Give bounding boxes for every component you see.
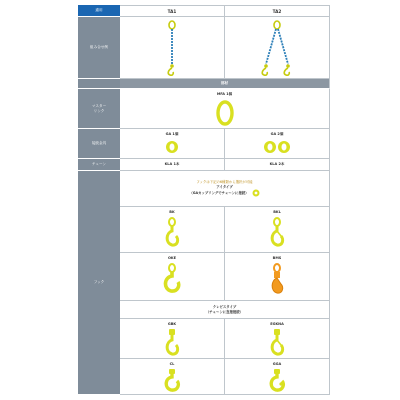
hook-bkl-name: BKL — [273, 210, 281, 214]
coupling-small-icon — [252, 189, 260, 197]
chain-text: チェーン — [91, 162, 107, 167]
connector-label — [78, 129, 120, 159]
cl-hook-image — [162, 368, 182, 392]
connector-ta1-part: GA 1個 — [165, 132, 179, 136]
clevis-type-cell — [120, 301, 330, 319]
master-link-label — [78, 89, 120, 129]
usage-header — [78, 5, 120, 17]
two-leg-sling-image — [260, 20, 294, 76]
hook-oke-name: OKE — [167, 256, 177, 260]
hook-gbk-name: GBK — [167, 322, 177, 326]
parts-left-spacer — [78, 79, 120, 89]
hook-bms-name: BMS — [272, 256, 282, 260]
eye-type-title: アイタイプ — [216, 184, 233, 189]
column-header-ta2-label: TA2 — [272, 8, 282, 14]
bk-hook-image — [164, 217, 180, 247]
gbk-hook-image — [164, 328, 180, 356]
clevis-type-subtitle: （チェーンに直接接続） — [205, 309, 244, 314]
hook-label — [78, 171, 120, 395]
connector-ta2-cell — [225, 129, 330, 159]
eye-type-cell — [120, 171, 330, 207]
hook-gbk-cell — [120, 319, 225, 359]
connector-ta1-cell — [120, 129, 225, 159]
hook-bms-cell — [225, 253, 330, 301]
bkl-hook-image — [269, 217, 285, 247]
connector-ta2-part: GA 2個 — [270, 132, 284, 136]
parts-header — [120, 79, 330, 89]
combo-ta2-cell — [225, 17, 330, 79]
chain-ta2-cell — [225, 159, 330, 171]
hook-gga-name: GGA — [272, 362, 282, 366]
hook-egkna-name: EGKNA — [270, 322, 284, 326]
column-header-ta1-label: TA1 — [167, 8, 177, 14]
hook-bk-name: BK — [169, 210, 175, 214]
master-link-text: マスター リンク — [91, 104, 107, 113]
eye-type-subtitle-row — [189, 189, 259, 197]
egkna-hook-image — [269, 328, 285, 356]
chain-ta2-part: KLA 2本 — [269, 162, 285, 166]
spec-table — [78, 5, 330, 395]
eye-type-subtitle: （GAカップリングでチェーンに接続） — [189, 190, 249, 195]
hook-note: フックは下記の6種類から選択が可能 — [196, 179, 253, 184]
connector-text: 接続金具 — [91, 141, 107, 146]
hook-cl-cell — [120, 359, 225, 395]
hook-oke-cell — [120, 253, 225, 301]
hook-cl-name: CL — [169, 362, 175, 366]
column-header-ta2 — [225, 5, 330, 17]
gga-hook-image — [267, 368, 287, 392]
usage-header-label: 適用 — [95, 8, 103, 13]
coupling-pair-image — [262, 139, 292, 155]
parts-header-label: 部材 — [220, 81, 229, 85]
hook-egkna-cell — [225, 319, 330, 359]
combo-row-text: 組み合せ例 — [90, 45, 108, 50]
chain-ta1-cell — [120, 159, 225, 171]
clevis-type-title: クレビスタイプ — [212, 304, 237, 309]
hook-bkl-cell — [225, 207, 330, 253]
coupling-image — [164, 139, 180, 155]
column-header-ta1 — [120, 5, 225, 17]
hook-text: フック — [93, 280, 105, 285]
combo-row-label — [78, 17, 120, 79]
hook-bk-cell — [120, 207, 225, 253]
chain-ta1-part: KLA 1本 — [164, 162, 180, 166]
master-link-image — [215, 99, 235, 127]
single-leg-sling-image — [162, 20, 182, 76]
bms-hook-image — [268, 263, 286, 295]
master-link-part: MFA 1個 — [216, 92, 233, 96]
combo-ta1-cell — [120, 17, 225, 79]
oke-hook-image — [161, 263, 183, 293]
chain-label — [78, 159, 120, 171]
hook-gga-cell — [225, 359, 330, 395]
master-link-cell — [120, 89, 330, 129]
